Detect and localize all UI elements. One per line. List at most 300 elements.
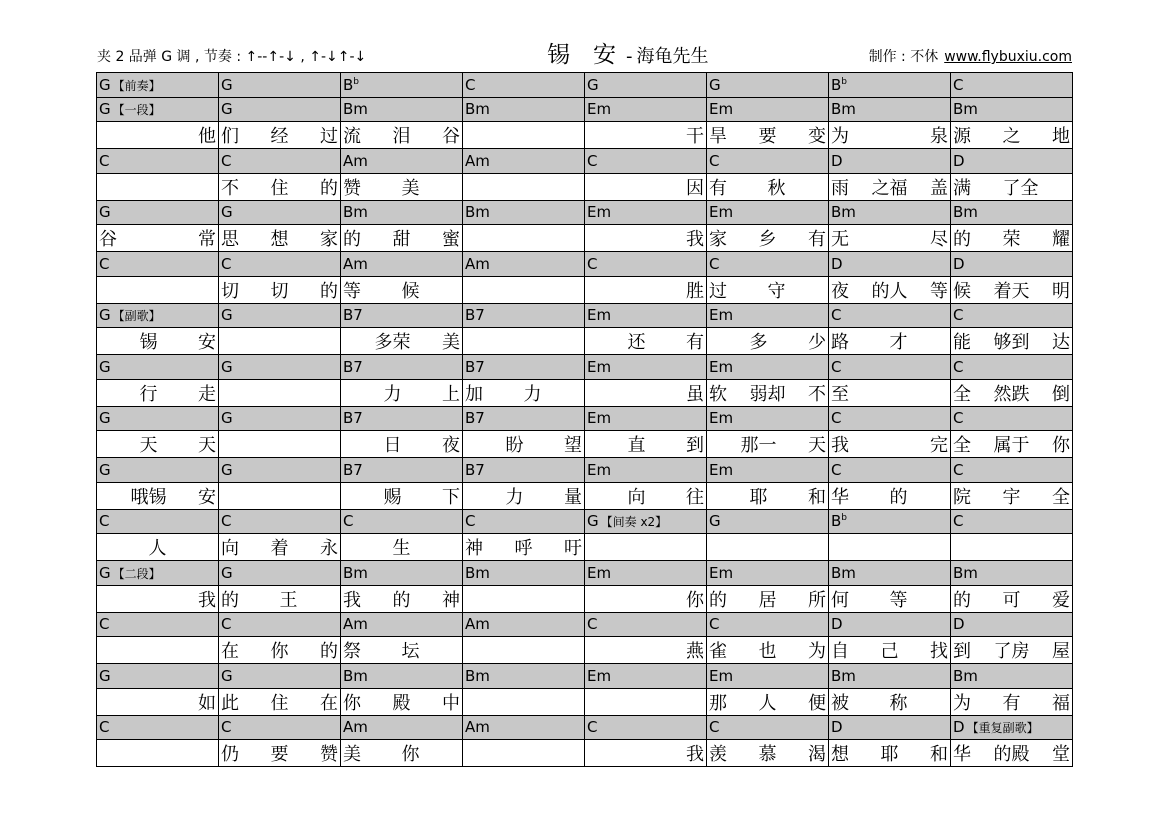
chord-name: G	[99, 563, 111, 582]
lyric-word: 的	[953, 229, 971, 250]
chord-name: G	[221, 75, 233, 94]
chord-name: B7	[465, 409, 485, 428]
chord-name: B7	[343, 357, 363, 376]
lyric-cell	[829, 482, 951, 509]
lyric-cell	[97, 431, 219, 458]
lyric-word: 天	[808, 435, 826, 456]
chord-name: Em	[587, 203, 612, 222]
lyric-word: 想	[270, 229, 289, 250]
lyric-line	[221, 586, 338, 612]
lyric-word: 下	[442, 486, 460, 508]
chord-name: C	[709, 718, 720, 737]
lyric-cell	[585, 482, 707, 509]
chord-row	[97, 715, 1073, 740]
chord-sheet-table	[96, 72, 1073, 767]
lyric-line	[99, 431, 216, 457]
chord-cell	[341, 715, 463, 740]
lyric-line	[953, 586, 1070, 612]
chord-cell	[341, 406, 463, 431]
lyric-cell	[97, 379, 219, 406]
chord-cell	[97, 200, 219, 225]
lyric-line	[831, 328, 948, 354]
chord-name: C	[953, 409, 964, 428]
chord-name: G	[221, 100, 233, 119]
lyric-line	[953, 637, 1070, 663]
lyric-word: 等	[930, 280, 948, 302]
chord-cell	[951, 715, 1073, 740]
lyric-line	[465, 431, 582, 457]
lyric-word: 和	[808, 486, 826, 508]
lyric-word: 夜	[442, 435, 460, 456]
chord-cell	[585, 355, 707, 380]
chord-cell	[341, 509, 463, 534]
lyric-word: 少	[808, 332, 826, 353]
lyric-word: 那	[709, 692, 727, 714]
lyric-cell	[707, 173, 829, 200]
lyric-cell	[341, 534, 463, 561]
chord-cell	[97, 303, 219, 328]
lyric-word: 耶	[749, 486, 768, 508]
lyric-word: 无	[831, 229, 849, 250]
chord-name: B7	[343, 306, 363, 325]
chord-name: G	[99, 409, 111, 428]
lyric-line	[465, 380, 582, 406]
lyric-cell	[707, 585, 829, 612]
lyric-word: 流	[343, 126, 361, 147]
chord-cell	[707, 664, 829, 689]
lyric-word: 的殿	[993, 744, 1030, 765]
lyric-word: 哦锡	[130, 486, 167, 508]
chord-name: C	[99, 615, 110, 634]
lyric-word: 的	[320, 280, 338, 302]
lyric-word: 天	[198, 435, 216, 456]
lyric-word: 仍	[221, 744, 239, 765]
chord-name: Am	[343, 151, 368, 170]
lyric-word: 量	[564, 486, 582, 508]
lyric-line	[587, 637, 704, 663]
lyric-word: 地	[1052, 126, 1070, 147]
lyric-cell	[341, 585, 463, 612]
lyric-word: 耀	[1052, 229, 1070, 250]
chord-cell	[219, 149, 341, 174]
lyric-line	[465, 534, 582, 560]
lyric-cell	[585, 379, 707, 406]
chord-sheet-body	[97, 73, 1073, 767]
chord-row	[97, 355, 1073, 380]
chord-cell	[585, 73, 707, 98]
lyric-word: 福	[1052, 692, 1070, 714]
lyric-cell	[951, 328, 1073, 355]
chord-name: C	[953, 460, 964, 479]
chord-cell	[829, 458, 951, 483]
lyric-line	[953, 689, 1070, 715]
chord-name: C	[221, 615, 232, 634]
lyric-word: 常	[198, 229, 216, 250]
chord-cell	[707, 97, 829, 122]
chord-cell	[341, 664, 463, 689]
chord-name: C	[953, 75, 964, 94]
lyric-word: 切	[221, 280, 239, 302]
lyric-line	[343, 689, 460, 715]
lyric-cell	[585, 431, 707, 458]
lyric-line	[953, 380, 1070, 406]
lyric-line	[343, 483, 460, 509]
lyric-cell	[463, 482, 585, 509]
lyric-cell	[829, 276, 951, 303]
chord-name: Em	[587, 409, 612, 428]
lyric-cell	[341, 379, 463, 406]
chord-cell	[97, 715, 219, 740]
lyric-line	[953, 225, 1070, 251]
lyric-line	[953, 740, 1070, 766]
section-tag: 【二段】	[112, 566, 161, 581]
lyric-line	[709, 483, 826, 509]
lyric-word: 我	[686, 744, 704, 765]
chord-row	[97, 664, 1073, 689]
lyric-word: 着天	[993, 280, 1030, 302]
lyric-cell	[585, 740, 707, 767]
lyric-cell	[951, 637, 1073, 664]
lyric-word: 夜	[831, 280, 849, 302]
lyric-word: 旱	[709, 126, 727, 147]
lyric-line	[343, 431, 460, 457]
chord-name: G	[221, 409, 233, 428]
chord-cell	[707, 200, 829, 225]
lyric-cell	[951, 173, 1073, 200]
section-tag: 【一段】	[112, 103, 161, 118]
lyric-word: 安	[198, 486, 216, 508]
site-link[interactable]: www.flybuxiu.com	[944, 49, 1072, 65]
chord-name: B7	[465, 306, 485, 325]
chord-name: Em	[587, 357, 612, 376]
chord-cell	[341, 97, 463, 122]
chord-cell	[341, 252, 463, 277]
lyric-word: 家	[320, 229, 338, 250]
chord-row	[97, 458, 1073, 483]
chord-name: C	[709, 151, 720, 170]
lyric-word: 宇	[1002, 486, 1021, 508]
chord-name: C	[465, 512, 476, 531]
lyric-line	[587, 174, 704, 200]
chord-name: B7	[465, 357, 485, 376]
chord-name: C	[99, 254, 110, 273]
lyric-word: 向	[221, 538, 239, 559]
lyric-line	[343, 586, 460, 612]
chord-cell	[341, 73, 463, 98]
chord-name: Bm	[465, 100, 490, 119]
chord-name: Bm	[953, 563, 978, 582]
chord-name: C	[587, 254, 598, 273]
lyric-word: 那一	[740, 435, 777, 456]
chord-name: Em	[587, 563, 612, 582]
lyric-line	[709, 740, 826, 766]
lyric-word: 华	[831, 486, 849, 508]
lyric-word: 因	[686, 177, 704, 199]
chord-cell	[341, 612, 463, 637]
lyric-word: 他	[198, 126, 216, 147]
lyric-word: 力	[505, 486, 524, 508]
lyric-cell	[585, 276, 707, 303]
lyric-row	[97, 122, 1073, 149]
lyric-cell	[585, 122, 707, 149]
chord-cell	[829, 664, 951, 689]
lyric-word: 神	[442, 589, 460, 611]
chord-name: Am	[465, 254, 490, 273]
lyric-word: 完	[930, 435, 948, 456]
lyric-cell	[585, 585, 707, 612]
lyric-line	[343, 328, 460, 354]
lyric-cell	[829, 328, 951, 355]
lyric-word: 变	[808, 126, 826, 147]
chord-cell	[707, 612, 829, 637]
chord-cell	[219, 612, 341, 637]
lyric-line	[587, 740, 704, 766]
lyric-line	[99, 225, 216, 251]
lyric-word: 吁	[564, 538, 582, 559]
lyric-cell	[951, 276, 1073, 303]
lyric-cell	[463, 534, 585, 561]
lyric-cell	[585, 688, 707, 715]
chord-name: C	[99, 151, 110, 170]
chord-cell	[829, 149, 951, 174]
chord-cell	[707, 355, 829, 380]
chord-cell	[951, 252, 1073, 277]
lyric-cell	[707, 225, 829, 252]
lyric-word: 谷	[442, 126, 460, 147]
lyric-line	[343, 534, 460, 560]
lyric-line	[221, 740, 338, 766]
chord-name: Em	[709, 306, 734, 325]
lyric-line	[587, 328, 704, 354]
lyric-cell	[219, 637, 341, 664]
chord-name: G	[587, 512, 599, 531]
lyric-word: 胜	[686, 280, 704, 302]
lyric-line	[221, 689, 338, 715]
lyric-line	[709, 122, 826, 148]
lyric-word: 家	[709, 229, 727, 250]
chord-cell	[829, 73, 951, 98]
lyric-word: 为	[808, 641, 826, 662]
chord-name: Bm	[953, 100, 978, 119]
lyric-cell	[707, 534, 829, 561]
chord-cell	[951, 355, 1073, 380]
lyric-word: 有	[1002, 692, 1021, 714]
lyric-word: 我	[343, 589, 361, 611]
lyric-word: 过	[320, 126, 338, 147]
chord-cell	[951, 612, 1073, 637]
key-rhythm-info: 夹 2 品弹 G 调 , 节奏 : ↑--↑-↓ , ↑-↓↑-↓	[97, 49, 367, 65]
lyric-word: 你	[401, 744, 420, 765]
chord-cell	[219, 715, 341, 740]
lyric-word: 之	[1002, 126, 1021, 147]
chord-cell	[97, 406, 219, 431]
lyric-word: 直	[627, 435, 646, 456]
lyric-word: 爱	[1052, 589, 1070, 611]
chord-cell	[463, 509, 585, 534]
artist-name: 海龟先生	[636, 46, 709, 67]
lyric-line	[343, 174, 460, 200]
chord-name: Em	[709, 203, 734, 222]
lyric-line	[953, 483, 1070, 509]
lyric-cell	[829, 534, 951, 561]
lyric-line	[221, 534, 338, 560]
chord-name: Bm	[831, 563, 856, 582]
lyric-line	[99, 380, 216, 406]
chord-name: C	[831, 357, 842, 376]
lyric-word: 找	[930, 641, 948, 662]
lyric-cell	[341, 637, 463, 664]
lyric-word: 的	[221, 589, 239, 611]
chord-cell	[219, 97, 341, 122]
lyric-cell	[463, 431, 585, 458]
chord-cell	[219, 458, 341, 483]
chord-name: D	[953, 254, 965, 273]
chord-name: Em	[709, 409, 734, 428]
chord-cell	[951, 303, 1073, 328]
chord-cell	[97, 561, 219, 586]
lyric-word: 不	[221, 177, 239, 199]
lyric-word: 的	[392, 589, 411, 611]
lyric-cell	[97, 173, 219, 200]
lyric-word: 在	[221, 641, 239, 662]
lyric-word: 赞	[343, 177, 361, 199]
lyric-word: 明	[1052, 280, 1070, 302]
lyric-cell	[463, 585, 585, 612]
lyric-line	[587, 277, 704, 303]
chord-cell	[97, 612, 219, 637]
lyric-word: 往	[686, 486, 704, 508]
lyric-cell	[219, 740, 341, 767]
lyric-word: 殿	[392, 692, 411, 714]
lyric-cell	[707, 276, 829, 303]
lyric-word: 干	[686, 126, 704, 147]
lyric-word: 望	[564, 435, 582, 456]
lyric-line	[99, 122, 216, 148]
lyric-word: 力	[523, 383, 542, 405]
lyric-cell	[951, 740, 1073, 767]
lyric-line	[709, 174, 826, 200]
lyric-row	[97, 173, 1073, 200]
chord-cell	[585, 406, 707, 431]
lyric-line	[99, 328, 216, 354]
lyric-word: 全	[953, 383, 971, 405]
lyric-cell	[585, 534, 707, 561]
lyric-line	[99, 534, 216, 560]
chord-cell	[707, 715, 829, 740]
lyric-word: 人	[758, 692, 777, 714]
chord-name: G	[99, 100, 111, 119]
chord-flat-sign: b	[353, 76, 360, 87]
lyric-word: 己	[880, 641, 899, 662]
lyric-word: 生	[392, 538, 411, 559]
lyric-cell	[707, 482, 829, 509]
lyric-word: 着	[270, 538, 289, 559]
lyric-word: 乡	[758, 229, 777, 250]
chord-cell	[97, 97, 219, 122]
lyric-line	[465, 483, 582, 509]
lyric-cell	[707, 379, 829, 406]
chord-cell	[585, 200, 707, 225]
lyric-line	[831, 740, 948, 766]
lyric-word: 弱却	[749, 383, 786, 405]
lyric-word: 不	[808, 383, 826, 405]
chord-cell	[97, 509, 219, 534]
chord-name: C	[465, 75, 476, 94]
lyric-line	[831, 586, 948, 612]
chord-cell	[97, 664, 219, 689]
lyric-line	[221, 174, 338, 200]
chord-cell	[219, 509, 341, 534]
lyric-row	[97, 740, 1073, 767]
lyric-cell	[341, 431, 463, 458]
lyric-line	[343, 277, 460, 303]
lyric-word: 的人	[871, 280, 908, 302]
lyric-word: 有	[709, 177, 727, 199]
lyric-word: 要	[270, 744, 289, 765]
lyric-line	[831, 174, 948, 200]
lyric-word: 的	[709, 589, 727, 611]
chord-cell	[585, 715, 707, 740]
lyric-word: 们	[221, 126, 239, 147]
lyric-word: 想	[831, 744, 849, 765]
chord-name: Bm	[953, 203, 978, 222]
chord-cell	[341, 303, 463, 328]
chord-name: D	[831, 615, 843, 634]
chord-name: Em	[587, 460, 612, 479]
chord-cell	[707, 509, 829, 534]
lyric-word: 羡	[709, 744, 727, 765]
lyric-word: 力	[383, 383, 402, 405]
lyric-cell	[97, 637, 219, 664]
chord-name: C	[587, 151, 598, 170]
lyric-word: 倒	[1052, 383, 1070, 405]
chord-name: B	[831, 512, 842, 531]
lyric-word: 行	[139, 383, 158, 405]
chord-name: G	[221, 203, 233, 222]
chord-name: C	[953, 306, 964, 325]
chord-cell	[341, 458, 463, 483]
lyric-word: 被	[831, 692, 849, 714]
chord-cell	[585, 149, 707, 174]
chord-name: C	[709, 254, 720, 273]
chord-cell	[463, 73, 585, 98]
lyric-word: 软	[709, 383, 727, 405]
lyric-line	[709, 277, 826, 303]
chord-name: C	[99, 512, 110, 531]
lyric-line	[99, 483, 216, 509]
section-tag: 【副歌】	[112, 309, 161, 324]
chord-name: Am	[343, 718, 368, 737]
chord-name: C	[343, 512, 354, 531]
lyric-word: 候	[401, 280, 420, 302]
lyric-word: 赐	[383, 486, 402, 508]
lyric-cell	[829, 637, 951, 664]
chord-cell	[463, 664, 585, 689]
lyric-word: 能	[953, 332, 971, 353]
chord-name: C	[709, 615, 720, 634]
chord-name: G	[221, 666, 233, 685]
chord-cell	[97, 458, 219, 483]
lyric-cell	[463, 379, 585, 406]
chord-name: Em	[709, 666, 734, 685]
lyric-word: 还	[627, 332, 646, 353]
lyric-cell	[219, 482, 341, 509]
chord-cell	[951, 200, 1073, 225]
chord-cell	[219, 664, 341, 689]
chord-row	[97, 97, 1073, 122]
lyric-word: 中	[442, 692, 460, 714]
lyric-cell	[829, 122, 951, 149]
